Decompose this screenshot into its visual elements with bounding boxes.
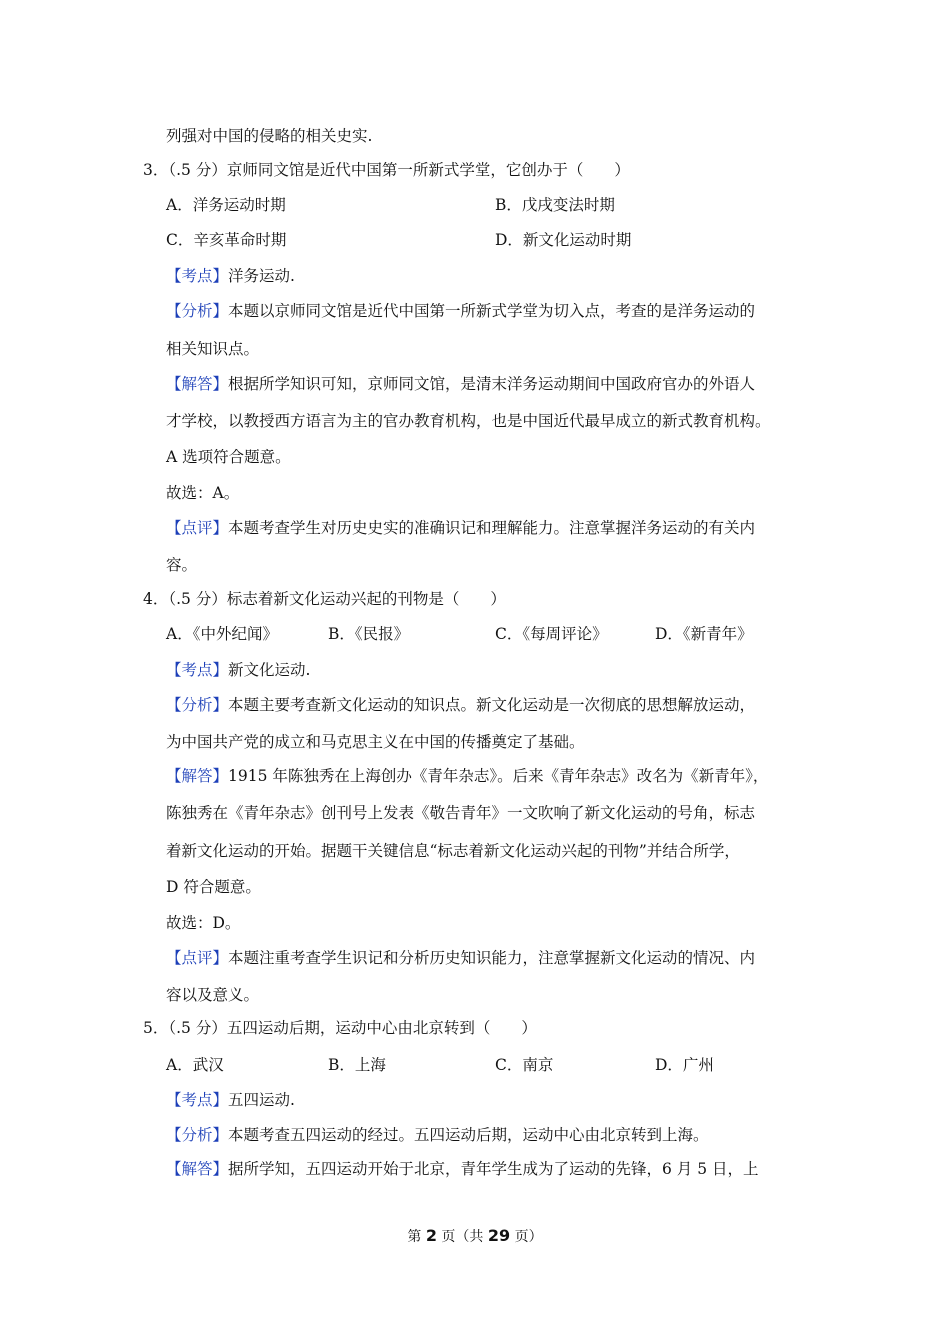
footer-middle: 页（共: [436, 1229, 488, 1245]
q4-option-c: C．《每周评论》: [495, 625, 608, 643]
dianping-tag: 【点评】: [166, 949, 229, 967]
jieda-tag: 【解答】: [166, 375, 229, 393]
fenxi-tag: 【分析】: [166, 302, 229, 320]
q5-fenxi: [166, 1125, 709, 1145]
q4-option-d: D．《新青年》: [655, 625, 753, 643]
q5-option-b: B．上海: [328, 1056, 386, 1074]
continuation-text: 列强对中国的侵略的相关史实.: [166, 127, 373, 145]
q5-jieda: [166, 1159, 759, 1179]
q5-option-a: A．武汉: [166, 1056, 224, 1074]
q4-answer: 故选：D。: [166, 914, 241, 932]
q4-fenxi: [166, 695, 755, 715]
q4-kaodian: [166, 660, 310, 680]
current-page-number: 2: [425, 1226, 437, 1245]
page-footer: [0, 1226, 950, 1246]
q3-jieda-cont-2: A 选项符合题意。: [166, 448, 291, 466]
q3-option-c: C．辛亥革命时期: [166, 231, 287, 249]
fenxi-text: 本题以京师同文馆是近代中国第一所新式学堂为切入点，考查的是洋务运动的: [228, 302, 756, 320]
q5-option-c: C．南京: [495, 1056, 554, 1074]
q4-option-a: A．《中外纪闻》: [166, 625, 278, 643]
q5-option-d: D．广州: [655, 1056, 714, 1074]
dianping-text: 本题注重考查学生识记和分析历史知识能力，注意掌握新文化运动的情况、内: [228, 949, 756, 967]
q3-jieda-cont-1: 才学校，以教授西方语言为主的官办教育机构，也是中国近代最早成立的新式教育机构。: [166, 412, 771, 430]
q4-jieda-cont-2: 着新文化运动的开始。据题干关键信息“标志着新文化运动兴起的刊物”并结合所学，: [166, 842, 740, 860]
kaodian-tag: 【考点】: [166, 1091, 229, 1109]
jieda-text: 据所学知，五四运动开始于北京，青年学生成为了运动的先锋，6 月 5 日，上: [228, 1160, 759, 1178]
question-3-stem: 3．（.5 分）京师同文馆是近代中国第一所新式学堂，它创办于（ ）: [143, 161, 630, 179]
q4-option-b: B．《民报》: [328, 625, 410, 643]
dianping-tag: 【点评】: [166, 519, 229, 537]
jieda-tag: 【解答】: [166, 1160, 229, 1178]
kaodian-text: 五四运动.: [228, 1091, 295, 1109]
kaodian-text: 新文化运动.: [228, 661, 311, 679]
q3-kaodian: [166, 266, 295, 286]
q3-dianping: [166, 518, 755, 538]
q3-jieda: [166, 374, 755, 394]
q3-option-b: B．戊戌变法时期: [495, 196, 615, 214]
q4-jieda: [166, 766, 768, 786]
question-5-stem: 5．（.5 分）五四运动后期，运动中心由北京转到（ ）: [143, 1019, 537, 1037]
total-page-number: 29: [487, 1226, 511, 1245]
jieda-tag: 【解答】: [166, 767, 229, 785]
q4-jieda-cont-1: 陈独秀在《青年杂志》创刊号上发表《敬告青年》一文吹响了新文化运动的号角，标志: [166, 804, 756, 822]
q3-fenxi: [166, 301, 755, 321]
q3-option-a: A．洋务运动时期: [166, 196, 286, 214]
footer-prefix: 第: [407, 1229, 426, 1245]
q3-answer: 故选：A。: [166, 484, 240, 502]
kaodian-text: 洋务运动.: [228, 267, 295, 285]
fenxi-tag: 【分析】: [166, 696, 229, 714]
q4-fenxi-cont: 为中国共产党的成立和马克思主义在中国的传播奠定了基础。: [166, 733, 585, 751]
q3-option-d: D．新文化运动时期: [495, 231, 632, 249]
q5-kaodian: [166, 1090, 295, 1110]
fenxi-text: 本题主要考查新文化运动的知识点。新文化运动是一次彻底的思想解放运动，: [228, 696, 756, 714]
kaodian-tag: 【考点】: [166, 267, 229, 285]
q3-dianping-cont: 容。: [166, 556, 198, 574]
question-4-stem: 4．（.5 分）标志着新文化运动兴起的刊物是（ ）: [143, 590, 506, 608]
kaodian-tag: 【考点】: [166, 661, 229, 679]
q4-dianping-cont: 容以及意义。: [166, 986, 260, 1004]
jieda-text: 根据所学知识可知，京师同文馆，是清末洋务运动期间中国政府官办的外语人: [228, 375, 756, 393]
footer-suffix: 页）: [510, 1229, 543, 1245]
jieda-text: 1915 年陈独秀在上海创办《青年杂志》。后来《青年杂志》改名为《新青年》，: [228, 767, 769, 785]
q4-dianping: [166, 948, 755, 968]
q4-jieda-cont-3: D 符合题意。: [166, 878, 261, 896]
fenxi-tag: 【分析】: [166, 1126, 229, 1144]
q3-fenxi-cont: 相关知识点。: [166, 340, 260, 358]
dianping-text: 本题考查学生对历史史实的准确识记和理解能力。注意掌握洋务运动的有关内: [228, 519, 756, 537]
fenxi-text: 本题考查五四运动的经过。五四运动后期，运动中心由北京转到上海。: [228, 1126, 709, 1144]
